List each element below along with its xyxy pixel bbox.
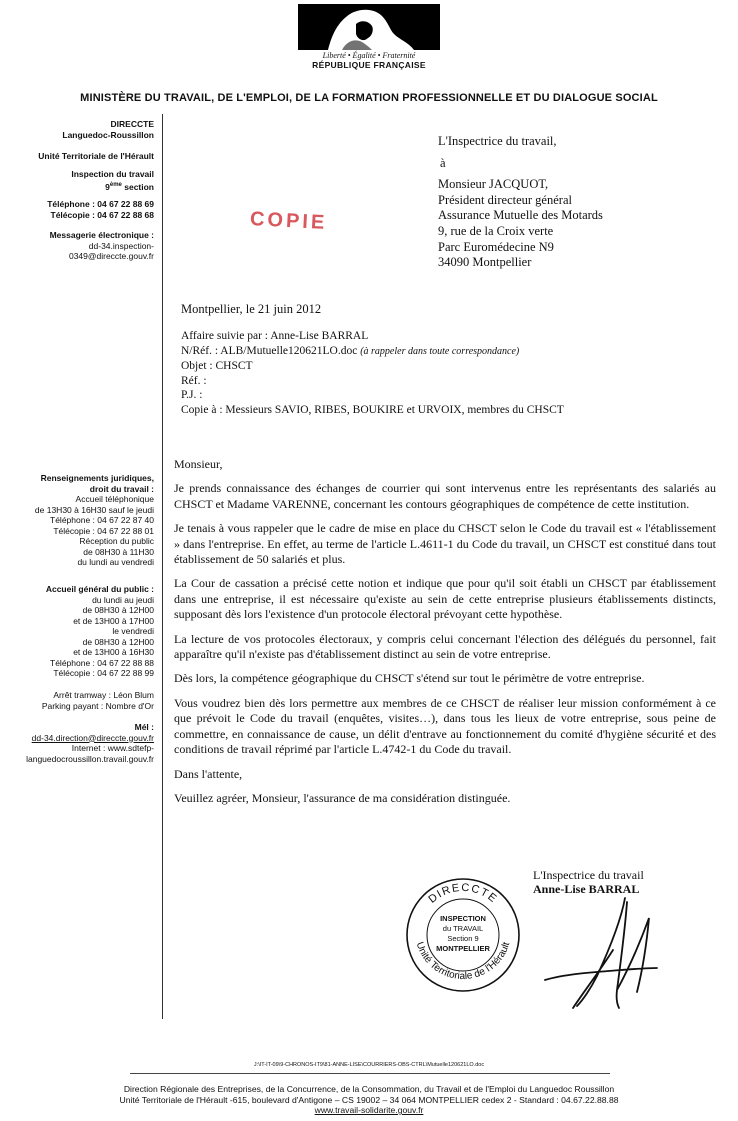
- letter-paragraph: Vous voudrez bien dès lors permettre aux membres de ce CHSCT de réaliser leur mission conformément à ce que prévoit le Code du travail (enquêtes, visites…), dans tous les lieux de votre entreprise, sous peine de commettre, en connaissance de cause, un délit d'entrave au fonctionnement du comité d'hygiène sécurité et des conditions de travail réprimé par l'article L.4742-1 du Code du travail.: [174, 695, 716, 757]
- recipient-name: Monsieur JACQUOT,: [438, 177, 549, 192]
- reference-block: [181, 329, 564, 418]
- signature-role: L'Inspectrice du travail: [533, 868, 644, 882]
- footer-divider: [130, 1073, 610, 1074]
- letter-body: [174, 457, 716, 815]
- ministry-title: MINISTÈRE DU TRAVAIL, DE L'EMPLOI, DE LA FORMATION PROFESSIONNELLE ET DU DIALOGUE SOCIAL: [80, 92, 658, 104]
- sidebar-legal-line: de 13H30 à 16H30 sauf le jeudi: [34, 504, 154, 515]
- sidebar-legal-title2: droit du travail :: [89, 483, 154, 494]
- sidebar-org: DIRECCTE: [110, 119, 154, 129]
- footer-line2: Unité Territoriale de l'Hérault -615, boulevard d'Antigone – CS 19002 – 34 064 MONTPELLIER cedex 2 - Standard : 04.67.22.88.88: [119, 1094, 619, 1105]
- letter-paragraph: Je prends connaissance des échanges de courrier qui sont intervenus entre les représentants des salariés au CHSCT et Madame VARENNE, concernant les contours géographiques de compétence de cette institution.: [174, 481, 716, 511]
- footer: [0, 1084, 738, 1116]
- sidebar-email-title: Messagerie électronique :: [49, 230, 154, 240]
- sidebar-legal-line: du lundi au vendredi: [77, 557, 154, 567]
- sidebar-mel-link[interactable]: dd-34.direction@direccte.gouv.fr: [31, 732, 154, 743]
- sidebar-inspection: Inspection du travail: [71, 169, 154, 179]
- sidebar-section: 9ème section: [105, 181, 154, 192]
- closing-formula: Veuillez agréer, Monsieur, l'assurance de ma considération distinguée.: [174, 790, 511, 805]
- marianne-logo-icon: [298, 4, 440, 50]
- sidebar-org-block: [62, 119, 154, 140]
- salutation: Monsieur,: [174, 457, 223, 471]
- recipient-to: à: [440, 155, 446, 170]
- sidebar-region: Languedoc-Roussillon: [62, 129, 154, 140]
- sidebar-access-block: [42, 690, 154, 711]
- stamp-center-line: Section 9: [447, 934, 479, 943]
- date-line: Montpellier, le 21 juin 2012: [181, 302, 322, 316]
- letter-paragraph: La Cour de cassation a précisé cette notion et indique que pour qu'il soit établi un CHSCT par établissement dans une entreprise, il est nécessaire qu'existe au sein de cette entreprise plusieurs établissements distincts, supposant dès lors l'existence d'un protocole électoral prévoyant cette hypothèse.: [174, 576, 716, 622]
- recipient-title: Président directeur général: [438, 192, 572, 207]
- republic-motto: Liberté • Égalité • Fraternité: [322, 51, 416, 60]
- sidebar-mel-block: [26, 722, 154, 764]
- sidebar-public-line: Téléphone : 04 67 22 88 88: [50, 657, 154, 668]
- sidebar-legal-title1: Renseignements juridiques,: [40, 473, 154, 483]
- signature-name: Anne-Lise BARRAL: [533, 882, 640, 896]
- sidebar-inspection-block: [71, 169, 154, 192]
- sidebar-public-line: de 08H30 à 12H00: [82, 636, 154, 647]
- footer-line1: Direction Régionale des Entreprises, de la Concurrence, de la Consommation, du Travail et de l'Emploi du Languedoc Roussillon: [123, 1084, 615, 1094]
- stamp-ring-bottom: Unité Territoriale de l'Hérault: [413, 940, 513, 983]
- sidebar-public-line: Télécopie : 04 67 22 88 99: [53, 668, 154, 678]
- letter-paragraph: La lecture de vos protocoles électoraux, y compris celui concernant l'élection des délégués du personnel, fait apparaître qu'il n'existe pas d'établissement distinct au sein de votre entreprise.: [174, 631, 716, 662]
- sidebar-public-block: [46, 584, 154, 679]
- sidebar-legal-line: de 08H30 à 11H30: [83, 546, 154, 557]
- sidebar-email-block: [50, 230, 154, 262]
- ref-line: Réf. :: [181, 374, 207, 387]
- sidebar-public-line: de 08H30 à 12H00: [82, 605, 154, 615]
- sidebar-parking: Parking payant : Nombre d'Or: [41, 700, 154, 711]
- copy-to-line: Copie à : Messieurs SAVIO, RIBES, BOUKIRE et URVOIX, membres du CHSCT: [181, 403, 564, 416]
- sidebar-contact-block: [47, 199, 154, 220]
- sidebar: [0, 114, 163, 1019]
- sidebar-legal-line: Accueil téléphonique: [75, 494, 154, 504]
- sidebar-unit-block: [38, 151, 154, 162]
- recipient-company: Assurance Mutuelle des Motards: [438, 208, 603, 223]
- copy-stamp: COPIE: [249, 207, 328, 235]
- handwritten-signature-icon: [525, 880, 675, 1020]
- subject-line: Objet : CHSCT: [181, 360, 253, 373]
- sidebar-legal-block: [35, 473, 154, 568]
- sidebar-legal-line: Téléphone : 04 67 22 87 40: [50, 515, 154, 525]
- sidebar-legal-line: Télécopie : 04 67 22 88 01: [53, 525, 154, 536]
- republic-name: RÉPUBLIQUE FRANÇAISE: [312, 60, 426, 70]
- recipient-street: 9, rue de la Croix verte: [438, 223, 554, 238]
- sidebar-legal-line: Réception du public: [79, 536, 154, 546]
- recipient-city: 34090 Montpellier: [438, 255, 532, 270]
- file-path: J:\IT-IT-09\9-CHRONOS-IT9\81-ANNE-LISE\COURRIERS-OBS-CTRL\Mutuelle120621LO.doc: [253, 1062, 485, 1068]
- stamp-center-line: INSPECTION: [440, 914, 486, 923]
- footer-website-link[interactable]: www.travail-solidarite.gouv.fr: [314, 1105, 424, 1115]
- stamp-center-line: du TRAVAIL: [442, 924, 484, 933]
- letter-paragraph: Je tenais à vous rappeler que le cadre de mise en place du CHSCT selon le Code du travail est « l'établissement » dans l'entreprise. En effet, au terme de l'article L.4611-1 du Code du travail, un CHSCT est constitué dans tout établissement de 50 salariés et plus.: [174, 521, 716, 567]
- letter-paragraph: Dès lors, la compétence géographique du CHSCT s'étend sur tout le périmètre de votre entreprise.: [174, 671, 645, 686]
- sender-title: L'Inspectrice du travail,: [438, 134, 557, 148]
- sidebar-email-line2[interactable]: 0349@direccte.gouv.fr: [68, 251, 154, 261]
- sidebar-public-line: et de 13H00 à 16H30: [73, 647, 154, 657]
- our-reference: N/Réf. : ALB/Mutuelle120621LO.doc (à rappeler dans toute correspondance): [181, 344, 520, 357]
- recipient-park: Parc Euromédecine N9: [438, 239, 554, 254]
- official-stamp: [404, 876, 522, 994]
- sidebar-mel-title: Mél :: [134, 722, 154, 732]
- sidebar-public-line: le vendredi: [112, 626, 154, 636]
- letter-paragraph: Dans l'attente,: [174, 766, 243, 781]
- sidebar-internet-line2[interactable]: languedocroussillon.travail.gouv.fr: [26, 753, 154, 764]
- sidebar-email-line1[interactable]: dd-34.inspection-: [88, 240, 154, 251]
- attachments-line: P.J. :: [181, 389, 203, 402]
- sidebar-public-line: du lundi au jeudi: [92, 594, 154, 605]
- stamp-center-line: MONTPELLIER: [436, 944, 490, 953]
- sidebar-phone: Téléphone : 04 67 22 88 69: [47, 199, 154, 209]
- followed-by: Affaire suivie par : Anne-Lise BARRAL: [181, 330, 369, 342]
- sidebar-tram: Arrêt tramway : Léon Blum: [53, 690, 154, 700]
- sidebar-fax: Télécopie : 04 67 22 88 68: [50, 209, 154, 220]
- recipient-block: [438, 134, 603, 271]
- stamp-ring-top: DIRECCTE: [426, 881, 500, 906]
- sidebar-public-title: Accueil général du public :: [45, 584, 154, 594]
- sidebar-internet-line1[interactable]: Internet : www.sdtefp-: [71, 743, 154, 753]
- republic-logo: [296, 4, 442, 76]
- sidebar-public-line: et de 13H00 à 17H00: [73, 615, 154, 626]
- sidebar-unit: Unité Territoriale de l'Hérault: [38, 151, 154, 161]
